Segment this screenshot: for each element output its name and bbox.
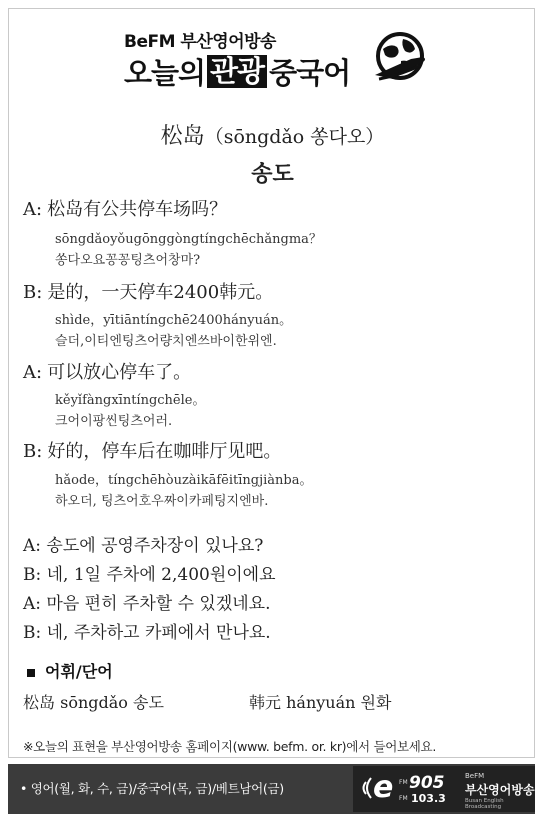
vocab-item [249,690,391,713]
program-title-part1: 오늘의 [124,56,206,90]
dialogue-line [23,437,281,463]
reading-line: 쏭다오요꽁꽁팅츠어창마? [55,253,201,268]
reading-line: 크어이팡씬팅츠어러. [55,414,173,429]
vocab-meaning: 송도 [133,693,164,712]
chinese-sentence: 好的，停车后在咖啡厅见吧。 [47,441,282,462]
speaker-label: A: [23,362,43,383]
vocab-meaning: 원화 [360,693,392,712]
korean-translation-line: A: 마음 편히 주차할 수 있겠네요. [23,594,271,614]
vocab-heading-text: 어휘/단어 [45,662,113,681]
logo-station-english: Busan English Broadcasting [465,798,504,810]
pinyin-line: sōngdǎoyǒugōnggòngtíngchēchǎngma？ [55,232,322,247]
broadcast-schedule: • 영어(월, 화, 수, 금)/중국어(목, 금)/베트남어(금) [20,781,284,796]
chinese-sentence: 可以放心停车了。 [47,362,192,383]
chinese-sentence: 是的，一天停车2400韩元。 [47,282,274,303]
title-pinyin: （sōngdǎo 쏭다오） [204,126,385,148]
vocab-word: 韩元 [249,693,282,712]
program-header [9,9,536,109]
globe-airplane-icon [371,29,429,87]
lesson-title [9,119,536,150]
footer-bar [8,764,535,814]
station-name: BeFM 부산영어방송 [124,32,276,52]
speaker-label: A: [23,199,43,220]
program-title [124,51,350,92]
korean-translation-line: B: 네, 1일 주차에 2,400원이에요 [23,565,276,585]
lesson-card [8,8,535,758]
program-title-boxed: 관광 [207,55,267,88]
reading-line: 하오더, 팅츠어호우짜이카페팅지엔바. [55,494,269,509]
vocab-pinyin: sōngdǎo [60,693,128,712]
dialogue-line [23,278,273,304]
chinese-sentence: 松岛有公共停车场吗？ [47,199,228,220]
logo-e: e [373,770,394,805]
logo-befm: BeFM [465,772,485,780]
program-title-part2: 중국어 [269,56,351,90]
fm-label: FM [399,795,408,802]
dialogue-line [23,195,227,221]
speaker-label: B: [23,441,43,462]
title-hanzi: 松岛 [160,124,205,149]
reading-line: 슬더,이티엔팅츠어량치엔쓰바이한위엔. [55,334,277,349]
fm-label: FM [399,779,408,786]
pinyin-line: kěyǐfàngxīntíngchēle。 [55,393,206,408]
korean-translation-line: B: 네, 주차하고 카페에서 만나요. [23,623,271,643]
homepage-note: ※오늘의 표현을 부산영어방송 홈페이지(www. befm. or. kr)에서 들어보세요. [23,739,437,754]
frequency-primary: 905 [409,773,445,793]
square-bullet-icon [27,669,35,677]
speaker-label: B: [23,282,43,303]
frequency-secondary: 103.3 [411,792,446,805]
vocab-word: 松岛 [23,693,56,712]
lesson-subtitle: 송도 [251,161,294,187]
pinyin-line: hǎode，tíngchēhòuzàikāfēitīngjiànba。 [55,473,313,488]
korean-translation-line: A: 송도에 공영주차장이 있나요? [23,536,264,556]
vocab-pinyin: hányuán [286,693,356,712]
pinyin-line: shìde，yītiāntíngchē2400hányuán。 [55,313,293,328]
befm-logo [353,766,535,812]
vocab-heading [27,659,113,682]
vocab-item [23,690,164,713]
logo-station-name: 부산영어방송 [465,783,535,797]
dialogue-line [23,358,191,384]
